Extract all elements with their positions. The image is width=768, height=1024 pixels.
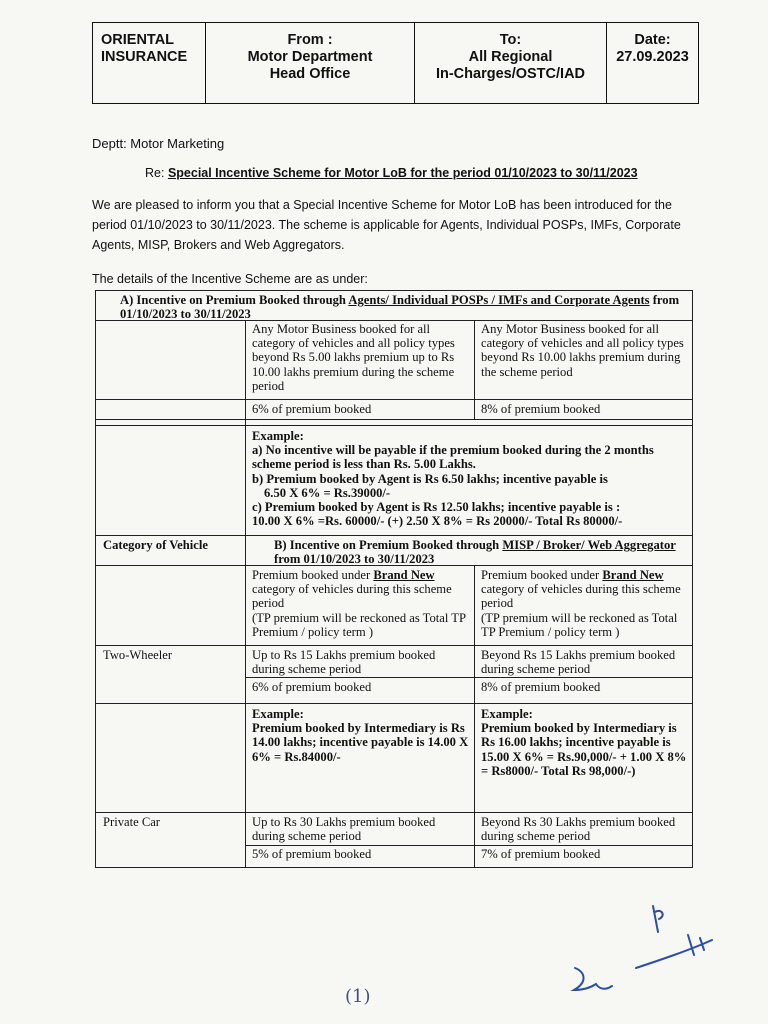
to-line-2: In-Charges/OSTC/IAD [435, 66, 586, 82]
subject-prefix: Re: [145, 166, 168, 180]
section-b-channels: MISP / Broker/ Web Aggregator [502, 538, 676, 552]
section-a-rate-1: 6% of premium booked [252, 402, 372, 416]
example-body: Premium booked by Intermediary is Rs 16.00 lakhs; incentive payable is 15.00 X 6% = Rs.90,000/- + 1.00 X 8% = Rs8000/- Total Rs 98,000/-) [481, 721, 687, 778]
intro-paragraph: We are pleased to inform you that a Special Incentive Scheme for Motor LoB has been introduced for the period 01/10/2023 to 30/11/2023. The scheme is applicable for Agents, Individual POSPs, IMFs, Corporate Agents, MISP, Brokers and Web Aggregators. [92, 198, 681, 252]
example-b: b) Premium booked by Agent is Rs 6.50 lakhs; incentive payable is [252, 471, 608, 486]
two-wheeler-slab-2: Beyond Rs 15 Lakhs premium booked during scheme period [481, 648, 676, 677]
brand-new-pre: Premium booked under [252, 568, 374, 582]
example-b-calc: 6.50 X 6% = Rs.39000/- [264, 485, 391, 500]
example-c-calc: 10.00 X 6% =Rs. 60000/- (+) 2.50 X 8% = Rs 20000/- Total Rs 80000/- [252, 514, 623, 529]
details-intro: The details of the Incentive Scheme are as under: [92, 272, 368, 286]
section-a-channels: Agents/ Individual POSPs / IMFs and Corporate Agents [348, 293, 650, 307]
date-label: Date: [634, 32, 671, 48]
from-department: Motor Department [247, 49, 373, 65]
two-wheeler-slab-1: Up to Rs 15 Lakhs premium booked during scheme period [252, 648, 436, 677]
private-car-slab-2: Beyond Rs 30 Lakhs premium booked during scheme period [481, 815, 676, 844]
from-office: Head Office [269, 66, 351, 82]
example-c: c) Premium booked by Agent is Rs 12.50 lakhs; incentive payable is : [252, 500, 621, 515]
section-a-title-start: A) Incentive on Premium Booked through [120, 293, 349, 307]
private-car-slab-1: Up to Rs 30 Lakhs premium booked during scheme period [252, 815, 436, 844]
section-b-title-start: B) Incentive on Premium Booked through [274, 538, 503, 552]
two-wheeler-rate-1: 6% of premium booked [252, 680, 372, 694]
page-number: (1) [345, 986, 371, 1007]
subject-text: Special Incentive Scheme for Motor LoB for the period 01/10/2023 to 30/11/2023 [167, 166, 638, 180]
to-line-1: All Regional [468, 49, 553, 65]
brand-new-pre: Premium booked under [481, 568, 603, 582]
example-body: Premium booked by Intermediary is Rs 14.00 lakhs; incentive payable is 14.00 X 6% = Rs.84000/- [252, 721, 469, 764]
section-a-title-end: from 01/10/2023 to 30/11/2023 [120, 293, 680, 322]
to-label: To: [499, 32, 522, 48]
private-car-rate-2: 7% of premium booked [481, 847, 601, 861]
from-label: From : [287, 32, 333, 48]
signature-stroke [636, 935, 712, 968]
brand-new-label: Brand New [602, 568, 664, 582]
initial-mark [653, 906, 663, 932]
brand-new-label: Brand New [373, 568, 435, 582]
department-line: Deptt: Motor Marketing [92, 136, 225, 151]
category-header: Category of Vehicle [103, 538, 208, 552]
section-a-slab-1: Any Motor Business booked for all category of vehicles and all policy types beyond Rs 5.00 lakhs premium up to Rs 10.00 lakhs premium during the scheme period [252, 322, 455, 393]
section-b-title-end: from 01/10/2023 to 30/11/2023 [274, 552, 435, 567]
section-a-rate-2: 8% of premium booked [481, 402, 601, 416]
example-title: Example: [252, 707, 304, 721]
date-value: 27.09.2023 [616, 49, 689, 65]
tp-note: (TP premium will be reckoned as Total TP Premium / policy term ) [252, 610, 466, 639]
example-title: Example: [481, 707, 533, 721]
section-a-slab-2: Any Motor Business booked for all category of vehicles and all policy types beyond Rs 10.00 lakhs premium during the scheme period [481, 322, 684, 379]
private-car-rate-1: 5% of premium booked [252, 847, 372, 861]
tp-note: (TP premium will be reckoned as Total TP Premium / policy term ) [481, 610, 678, 639]
two-wheeler-rate-2: 8% of premium booked [481, 680, 601, 694]
category-two-wheeler: Two-Wheeler [103, 648, 173, 662]
example-a: a) No incentive will be payable if the premium booked during the 2 months scheme period is less than Rs. 5.00 Lakhs. [252, 443, 654, 472]
signature-scribble [574, 968, 612, 990]
example-title: Example: [252, 429, 304, 443]
company-name: ORIENTAL INSURANCE [93, 23, 206, 103]
category-private-car: Private Car [103, 815, 161, 829]
brand-new-post: category of vehicles during this scheme period [252, 582, 452, 611]
brand-new-post: category of vehicles during this scheme period [481, 582, 681, 611]
